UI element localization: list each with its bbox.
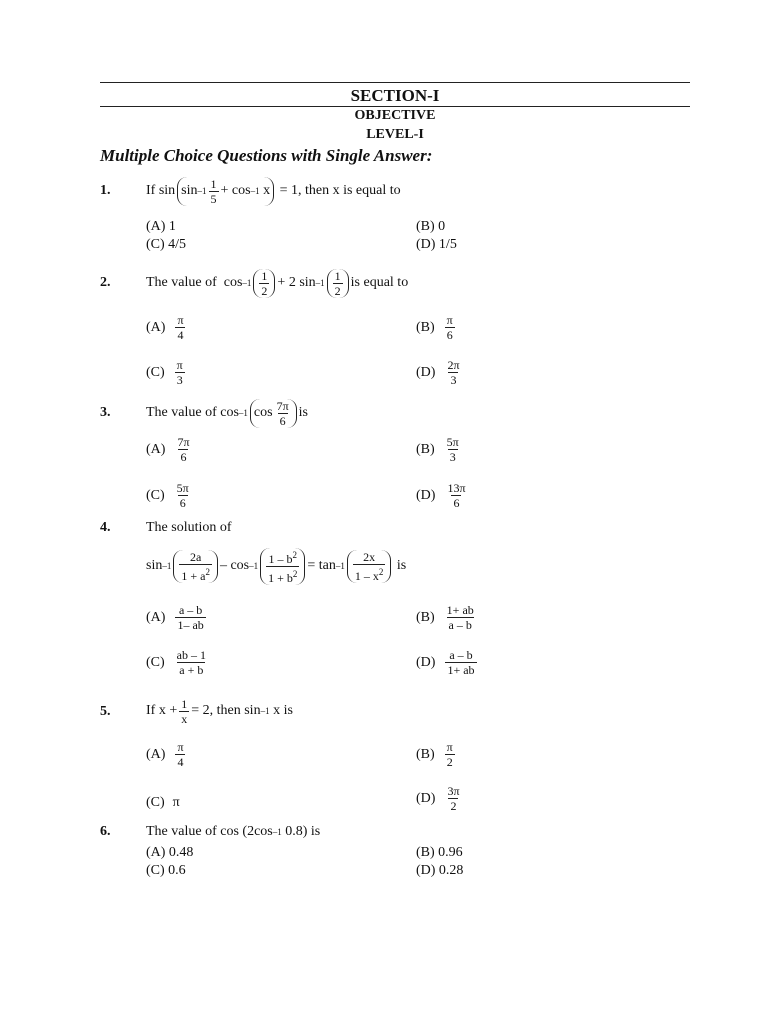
fraction: $\frac{1 - b^2}{1 + b^2}$ bbox=[268, 549, 298, 585]
fraction: $\frac{1}{2}$ bbox=[261, 268, 268, 298]
option-c[interactable]: (C) 0.6 bbox=[146, 863, 186, 878]
option-c[interactable]: (C) $\frac{\pi}{3}$ bbox=[146, 358, 183, 387]
option-a[interactable]: (A) $\frac{\pi}{4}$ bbox=[146, 313, 184, 342]
question-1-text: If sin sin –1 $\frac{1}{5}$ + cos –1 x = 1, then x is equal to bbox=[146, 176, 401, 206]
section-title: SECTION-I bbox=[350, 86, 440, 105]
objective-label: OBJECTIVE bbox=[354, 108, 436, 123]
question-number: 4. bbox=[100, 520, 111, 535]
option-b[interactable]: (B) $\frac{5\pi}{3}$ bbox=[416, 435, 459, 464]
section-rule bbox=[100, 106, 690, 107]
fraction: $\frac{1}{2}$ bbox=[334, 268, 341, 298]
fraction: $\frac{1}{x}$ bbox=[181, 696, 188, 726]
fraction: $\frac{7\pi}{6}$ bbox=[276, 398, 289, 428]
level-label: LEVEL-I bbox=[366, 127, 424, 142]
option-a[interactable]: (A) 0.48 bbox=[146, 845, 194, 860]
question-3-text: The value of cos –1 cos $\frac{7\pi}{6}$ is bbox=[146, 398, 308, 428]
option-c[interactable]: (C) 4/5 bbox=[146, 237, 187, 252]
fraction: $\frac{2x}{1 - x^2}$ bbox=[354, 549, 384, 583]
question-number: 1. bbox=[100, 183, 111, 198]
option-b[interactable]: (B) $\frac{\pi}{6}$ bbox=[416, 313, 453, 342]
option-d[interactable]: (D) 1/5 bbox=[416, 237, 457, 252]
option-a[interactable]: (A) $\frac{7\pi}{6}$ bbox=[146, 435, 190, 464]
question-4-equation: sin –1 $\frac{2a}{1 + a^2}$ – cos –1 $\frac{1 - b^2}{1 + b^2}$ = tan –1 $\frac{2x}{1 - x^2}$ is bbox=[146, 549, 407, 585]
parenthesis-group: sin –1 $\frac{1}{5}$ + cos –1 x bbox=[177, 177, 274, 206]
question-6-text: The value of cos (2cos –1 0.8) is bbox=[146, 824, 321, 839]
fraction: $\frac{1}{5}$ bbox=[210, 176, 217, 206]
option-b[interactable]: (B) 0.96 bbox=[416, 845, 463, 860]
option-b[interactable]: (B) $\frac{1+ ab}{a - b}$ bbox=[416, 603, 474, 632]
question-5-text: If x + $\frac{1}{x}$ = 2, then sin –1 x is bbox=[146, 696, 293, 726]
fraction: $\frac{2a}{1 + a^2}$ bbox=[181, 549, 210, 583]
option-c[interactable]: (C) $\frac{ab - 1}{a + b}$ bbox=[146, 648, 206, 677]
option-d[interactable]: (D) $\frac{a - b}{1+ ab}$ bbox=[416, 648, 475, 677]
option-d[interactable]: (D) $\frac{13\pi}{6}$ bbox=[416, 481, 466, 510]
question-number: 5. bbox=[100, 704, 111, 719]
option-a[interactable]: (A) $\frac{\pi}{4}$ bbox=[146, 740, 184, 769]
top-rule bbox=[100, 82, 690, 83]
question-2-text: The value of cos –1 $\frac{1}{2}$ + 2 sin –1 $\frac{1}{2}$ is equal to bbox=[146, 268, 409, 298]
option-c[interactable]: (C) π bbox=[146, 795, 180, 810]
option-d[interactable]: (D) $\frac{2\pi}{3}$ bbox=[416, 358, 460, 387]
question-number: 2. bbox=[100, 275, 111, 290]
option-b[interactable]: (B) $\frac{\pi}{2}$ bbox=[416, 740, 453, 769]
question-4-text: The solution of bbox=[146, 520, 232, 535]
option-d[interactable]: (D) 0.28 bbox=[416, 863, 464, 878]
option-a[interactable]: (A) $\frac{a - b}{1- ab}$ bbox=[146, 603, 204, 632]
question-number: 3. bbox=[100, 405, 111, 420]
mcq-title: Multiple Choice Questions with Single Answer: bbox=[100, 146, 433, 165]
option-a[interactable]: (A) 1 bbox=[146, 219, 176, 234]
option-b[interactable]: (B) 0 bbox=[416, 219, 446, 234]
option-c[interactable]: (C) $\frac{5\pi}{6}$ bbox=[146, 481, 189, 510]
option-d[interactable]: (D) $\frac{3\pi}{2}$ bbox=[416, 784, 460, 813]
question-number: 6. bbox=[100, 824, 111, 839]
